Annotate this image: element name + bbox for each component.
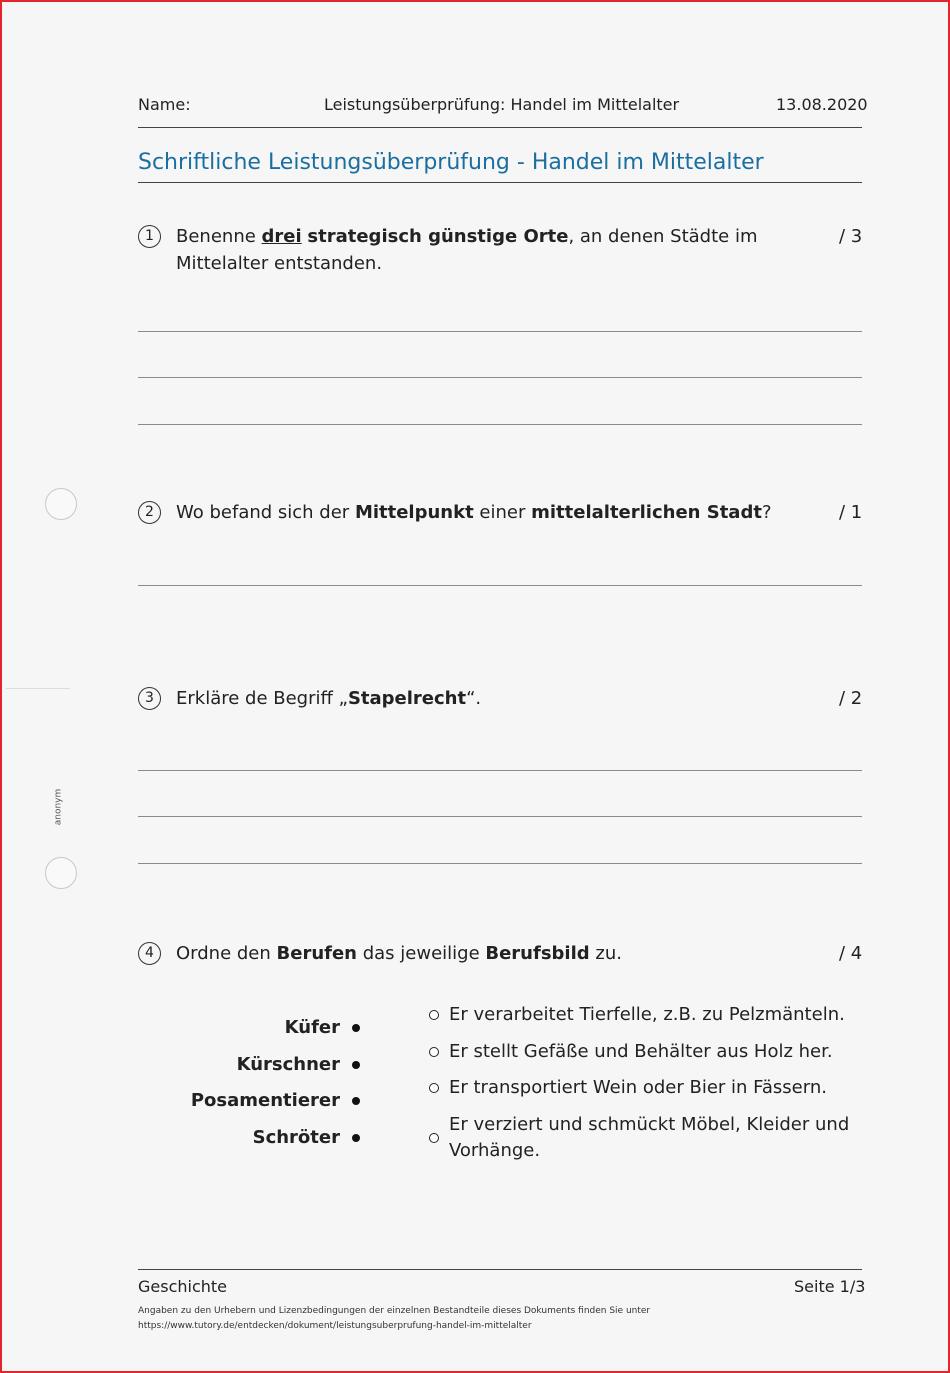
job-label: Posamentierer bbox=[190, 1090, 340, 1111]
header-divider bbox=[138, 127, 862, 128]
punch-hole bbox=[45, 857, 77, 889]
title-divider bbox=[138, 182, 862, 183]
name-label: Name: bbox=[138, 95, 191, 114]
question-3-text: Erkläre de Begriff „Stapelrecht“. bbox=[176, 688, 482, 709]
punch-hole bbox=[45, 488, 77, 520]
answer-line[interactable] bbox=[138, 424, 862, 425]
author-label: anonym bbox=[53, 788, 64, 826]
question-number-4: 4 bbox=[138, 942, 161, 965]
match-dot-right[interactable] bbox=[429, 1083, 439, 1093]
answer-line[interactable] bbox=[138, 585, 862, 586]
header-date: 13.08.2020 bbox=[776, 95, 868, 114]
answer-line[interactable] bbox=[138, 816, 862, 817]
match-dot-left[interactable] bbox=[352, 1061, 360, 1069]
footer-license-note: Angaben zu den Urhebern und Lizenzbedingungen der einzelnen Bestandteile dieses Dokuments finden Sie unter bbox=[138, 1306, 651, 1316]
question-1-text: Benenne drei strategisch günstige Orte, an denen Städte im Mittelalter entstanden. bbox=[176, 226, 758, 274]
job-label: Kürschner bbox=[236, 1054, 340, 1075]
answer-line[interactable] bbox=[138, 377, 862, 378]
question-2-text: Wo befand sich der Mittelpunkt einer mittelalterlichen Stadt? bbox=[176, 502, 772, 523]
match-dot-left[interactable] bbox=[352, 1024, 360, 1032]
job-description: Er verziert und schmückt Möbel, Kleider und Vorhänge. bbox=[449, 1114, 850, 1161]
question-number-3: 3 bbox=[138, 687, 161, 710]
match-dot-right[interactable] bbox=[429, 1010, 439, 1020]
match-dot-right[interactable] bbox=[429, 1133, 439, 1143]
fold-mark bbox=[6, 688, 70, 689]
question-4-points: / 4 bbox=[839, 943, 863, 964]
job-description: Er verarbeitet Tierfelle, z.B. zu Pelzmänteln. bbox=[449, 1004, 845, 1025]
match-dot-left[interactable] bbox=[352, 1097, 360, 1105]
page-title: Schriftliche Leistungsüberprüfung - Handel im Mittelalter bbox=[138, 150, 764, 175]
question-4-text: Ordne den Berufen das jeweilige Berufsbild zu. bbox=[176, 943, 622, 964]
match-dot-right[interactable] bbox=[429, 1047, 439, 1057]
footer-subject: Geschichte bbox=[138, 1277, 228, 1296]
answer-line[interactable] bbox=[138, 770, 862, 771]
job-description: Er transportiert Wein oder Bier in Fässern. bbox=[449, 1077, 827, 1098]
footer-page: Seite 1/3 bbox=[794, 1277, 866, 1296]
question-number-2: 2 bbox=[138, 501, 161, 524]
footer-license-url[interactable]: https://www.tutory.de/entdecken/dokument/leistungsuberprufung-handel-im-mittelalter bbox=[138, 1321, 532, 1331]
question-number-1: 1 bbox=[138, 225, 161, 248]
job-label: Küfer bbox=[284, 1017, 340, 1038]
header-title: Leistungsüberprüfung: Handel im Mittelalter bbox=[324, 95, 680, 114]
question-3-points: / 2 bbox=[839, 688, 863, 709]
question-2-points: / 1 bbox=[839, 502, 863, 523]
answer-line[interactable] bbox=[138, 331, 862, 332]
job-description: Er stellt Gefäße und Behälter aus Holz her. bbox=[449, 1041, 833, 1062]
match-dot-left[interactable] bbox=[352, 1134, 360, 1142]
footer-divider bbox=[138, 1269, 862, 1270]
answer-line[interactable] bbox=[138, 863, 862, 864]
question-1-points: / 3 bbox=[839, 226, 863, 247]
job-label: Schröter bbox=[252, 1127, 340, 1148]
